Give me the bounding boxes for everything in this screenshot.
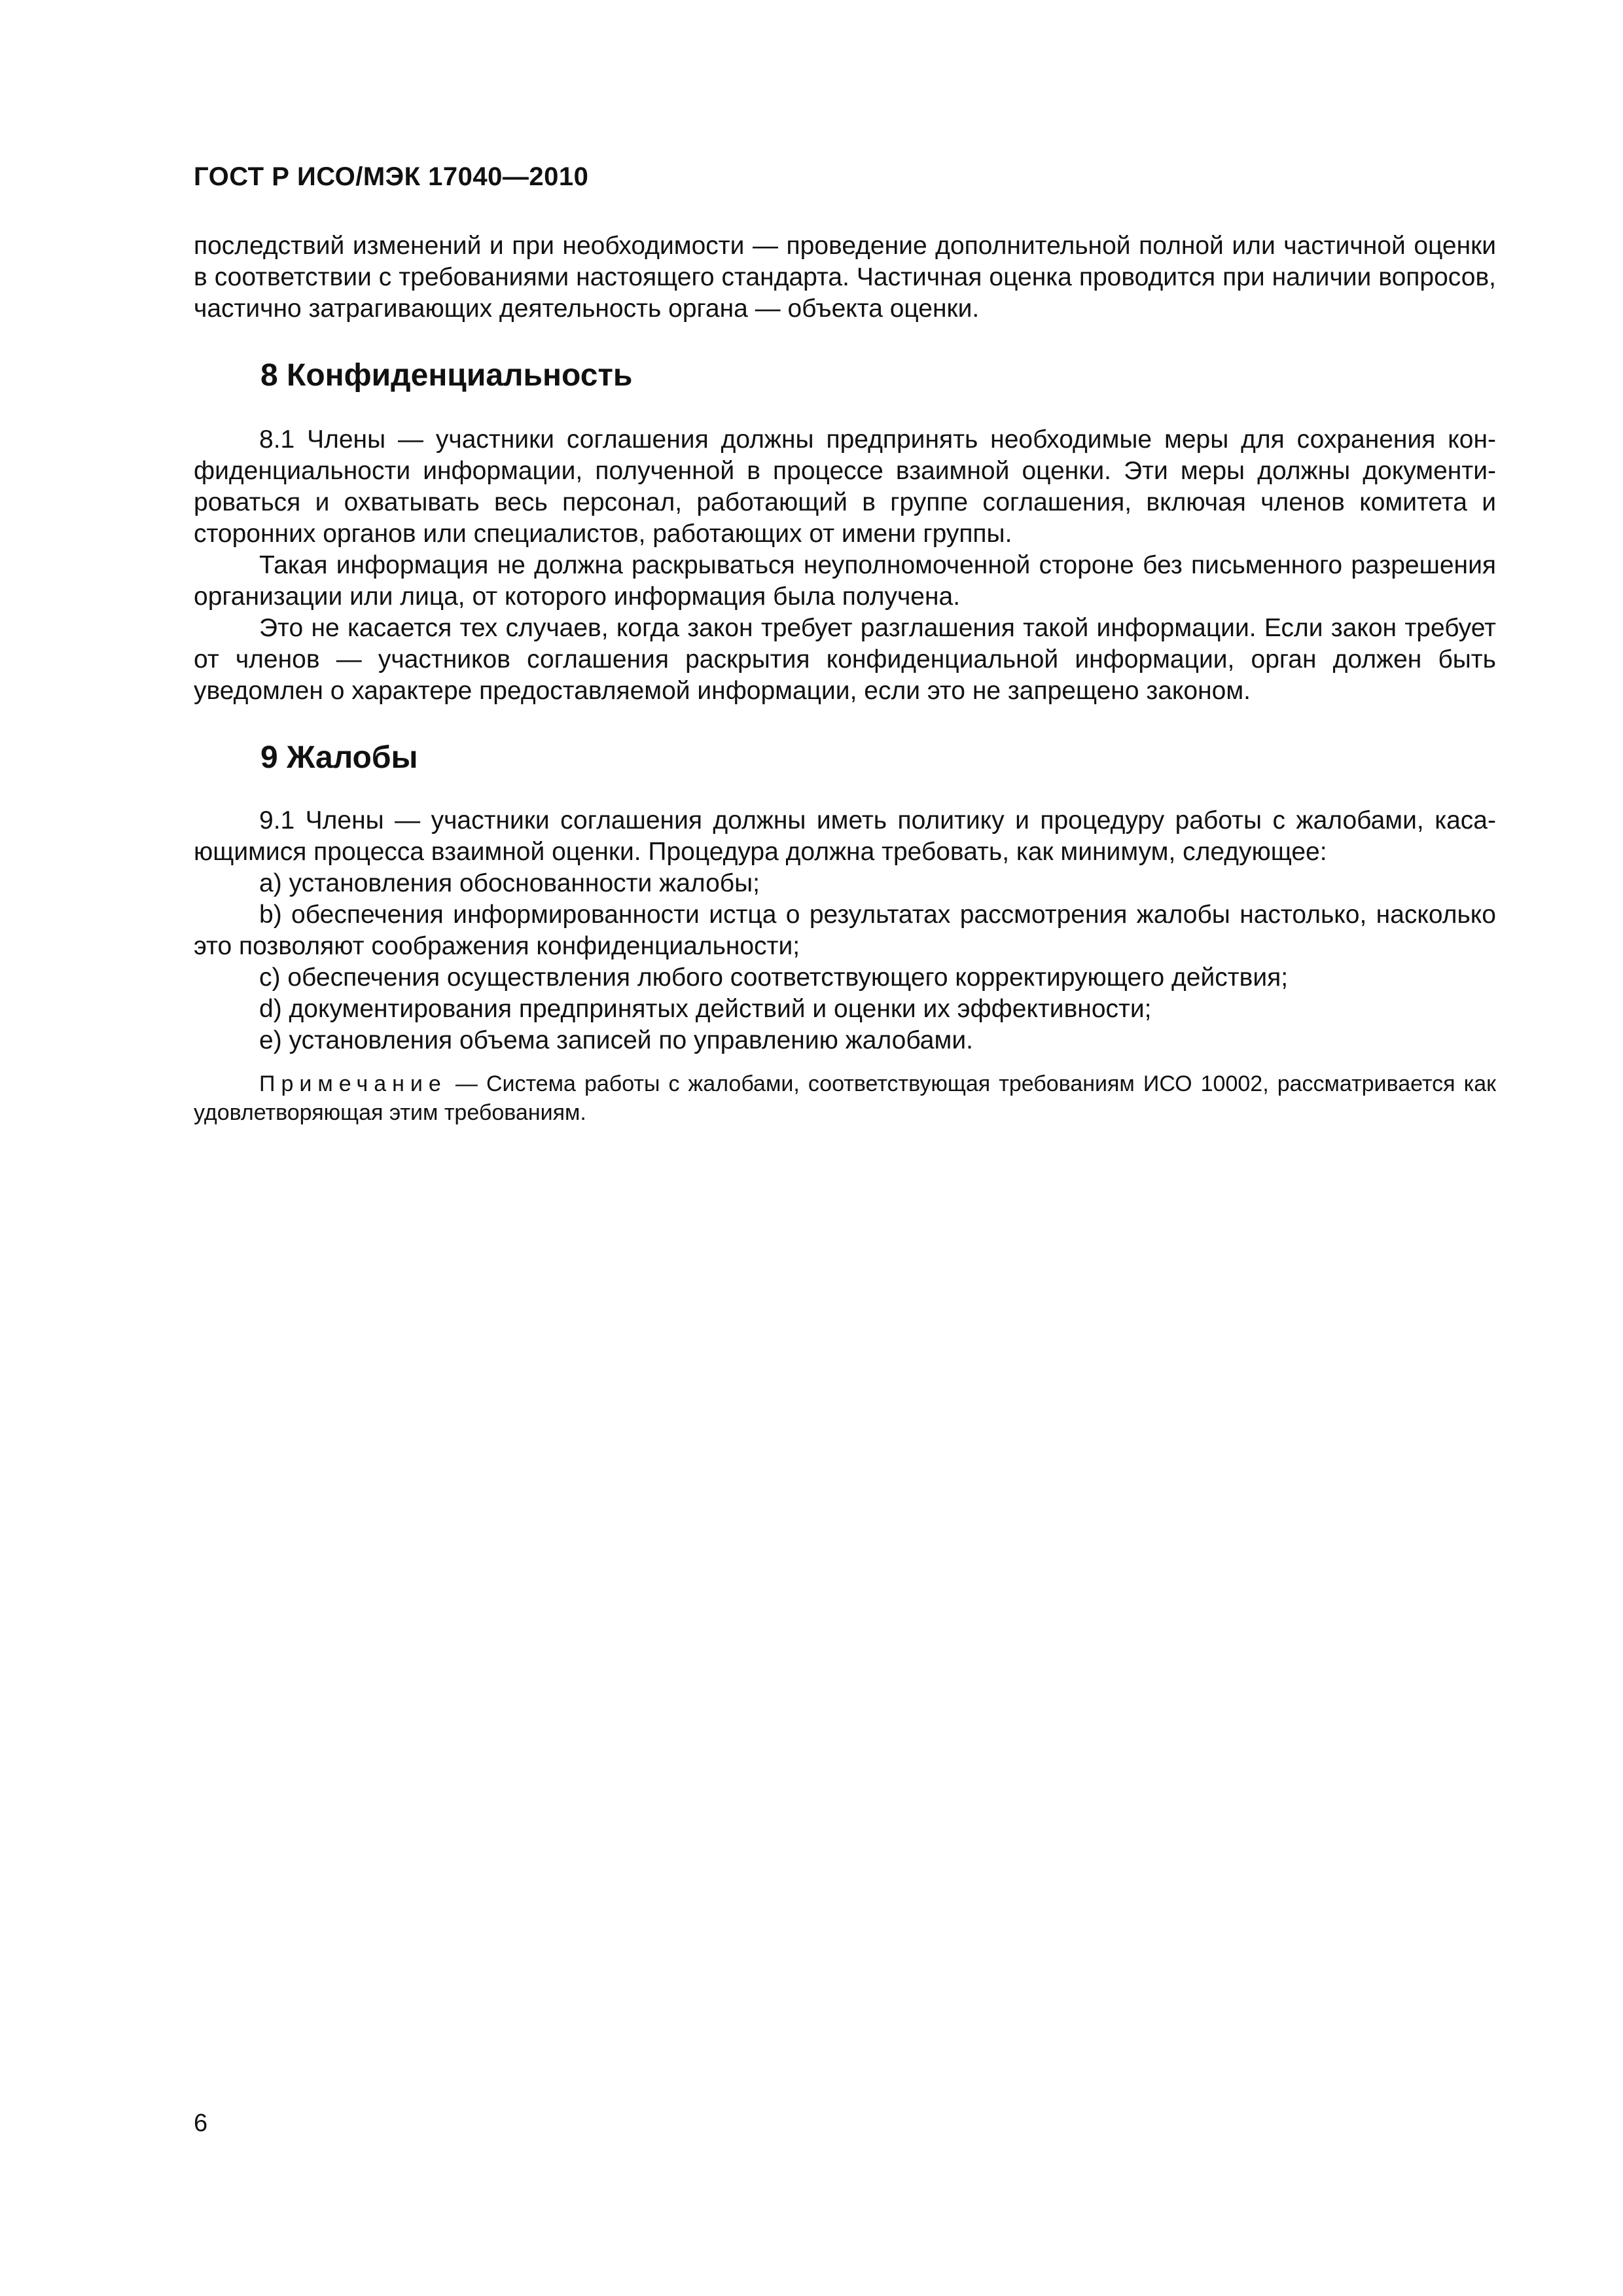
intro-paragraph-block bbox=[194, 230, 1496, 325]
note-text: — Система работы с жалобами, соответствующая требованиям ИСО 10002, рассматривается как удовлетворяющая этим требованиям. bbox=[194, 1071, 1496, 1125]
note-paragraph bbox=[194, 1069, 1496, 1127]
intro-paragraph: последствий изменений и при необходимости — проведение дополнительной полной или частичной оценки в соответствии с требованиями настоящего стандарта. Частичная оценка проводится при наличии вопросов, частично затрагивающих деятельность органа — объекта оценки. bbox=[194, 232, 1496, 323]
list-item: c) обеспечения осуществления любого соответствующего корректирующего действия; bbox=[259, 963, 1289, 992]
note-block bbox=[194, 1069, 1496, 1127]
section-9-heading: 9 Жалобы bbox=[260, 740, 418, 775]
section-8-paragraph: Такая информация не должна раскрываться неуполномоченной стороне без письменного разрешения организации или лица, от которого информация была получена. bbox=[194, 551, 1496, 611]
list-item: d) документирования предпринятых действий и оценки их эффективности; bbox=[259, 995, 1152, 1023]
page-number: 6 bbox=[194, 2109, 208, 2137]
document-code-header: ГОСТ Р ИСО/МЭК 17040—2010 bbox=[194, 162, 589, 191]
list-item: b) обеспечения информированности истца о результатах рассмотрения жалобы настолько, насколько это позволяют соображения конфиденциальности; bbox=[194, 901, 1496, 960]
section-9-intro: 9.1 Члены — участники соглашения должны иметь политику и процедуру работы с жалобами, касающимися процесса взаимной оценки. Процедура должна требовать, как минимум, следующее: bbox=[194, 806, 1496, 866]
section-9-body bbox=[194, 805, 1496, 1056]
section-8-paragraph: Это не касается тех случаев, когда закон требует разглашения такой информации. Если закон требует от членов — участников соглашения раскрытия конфиденциальной информации, орган должен быть уведомлен о характере предоставляемой информации, если это не запрещено законом. bbox=[194, 614, 1496, 705]
section-8-paragraph: 8.1 Члены — участники соглашения должны предпринять необходимые меры для сохранения конфиденциальности информации, полученной в процессе взаимной оценки. Эти меры должны документироваться и охватывать весь персонал, работающий в группе соглашения, включая членов комитета и сторонних органов или специалистов, работающих от имени группы. bbox=[194, 425, 1496, 548]
note-label: Примечание bbox=[259, 1071, 447, 1096]
list-item: e) установления объема записей по управлению жалобами. bbox=[259, 1026, 973, 1054]
section-8-body bbox=[194, 424, 1496, 707]
section-8-heading: 8 Конфиденциальность bbox=[260, 358, 633, 393]
list-item: a) установления обоснованности жалобы; bbox=[259, 869, 760, 897]
